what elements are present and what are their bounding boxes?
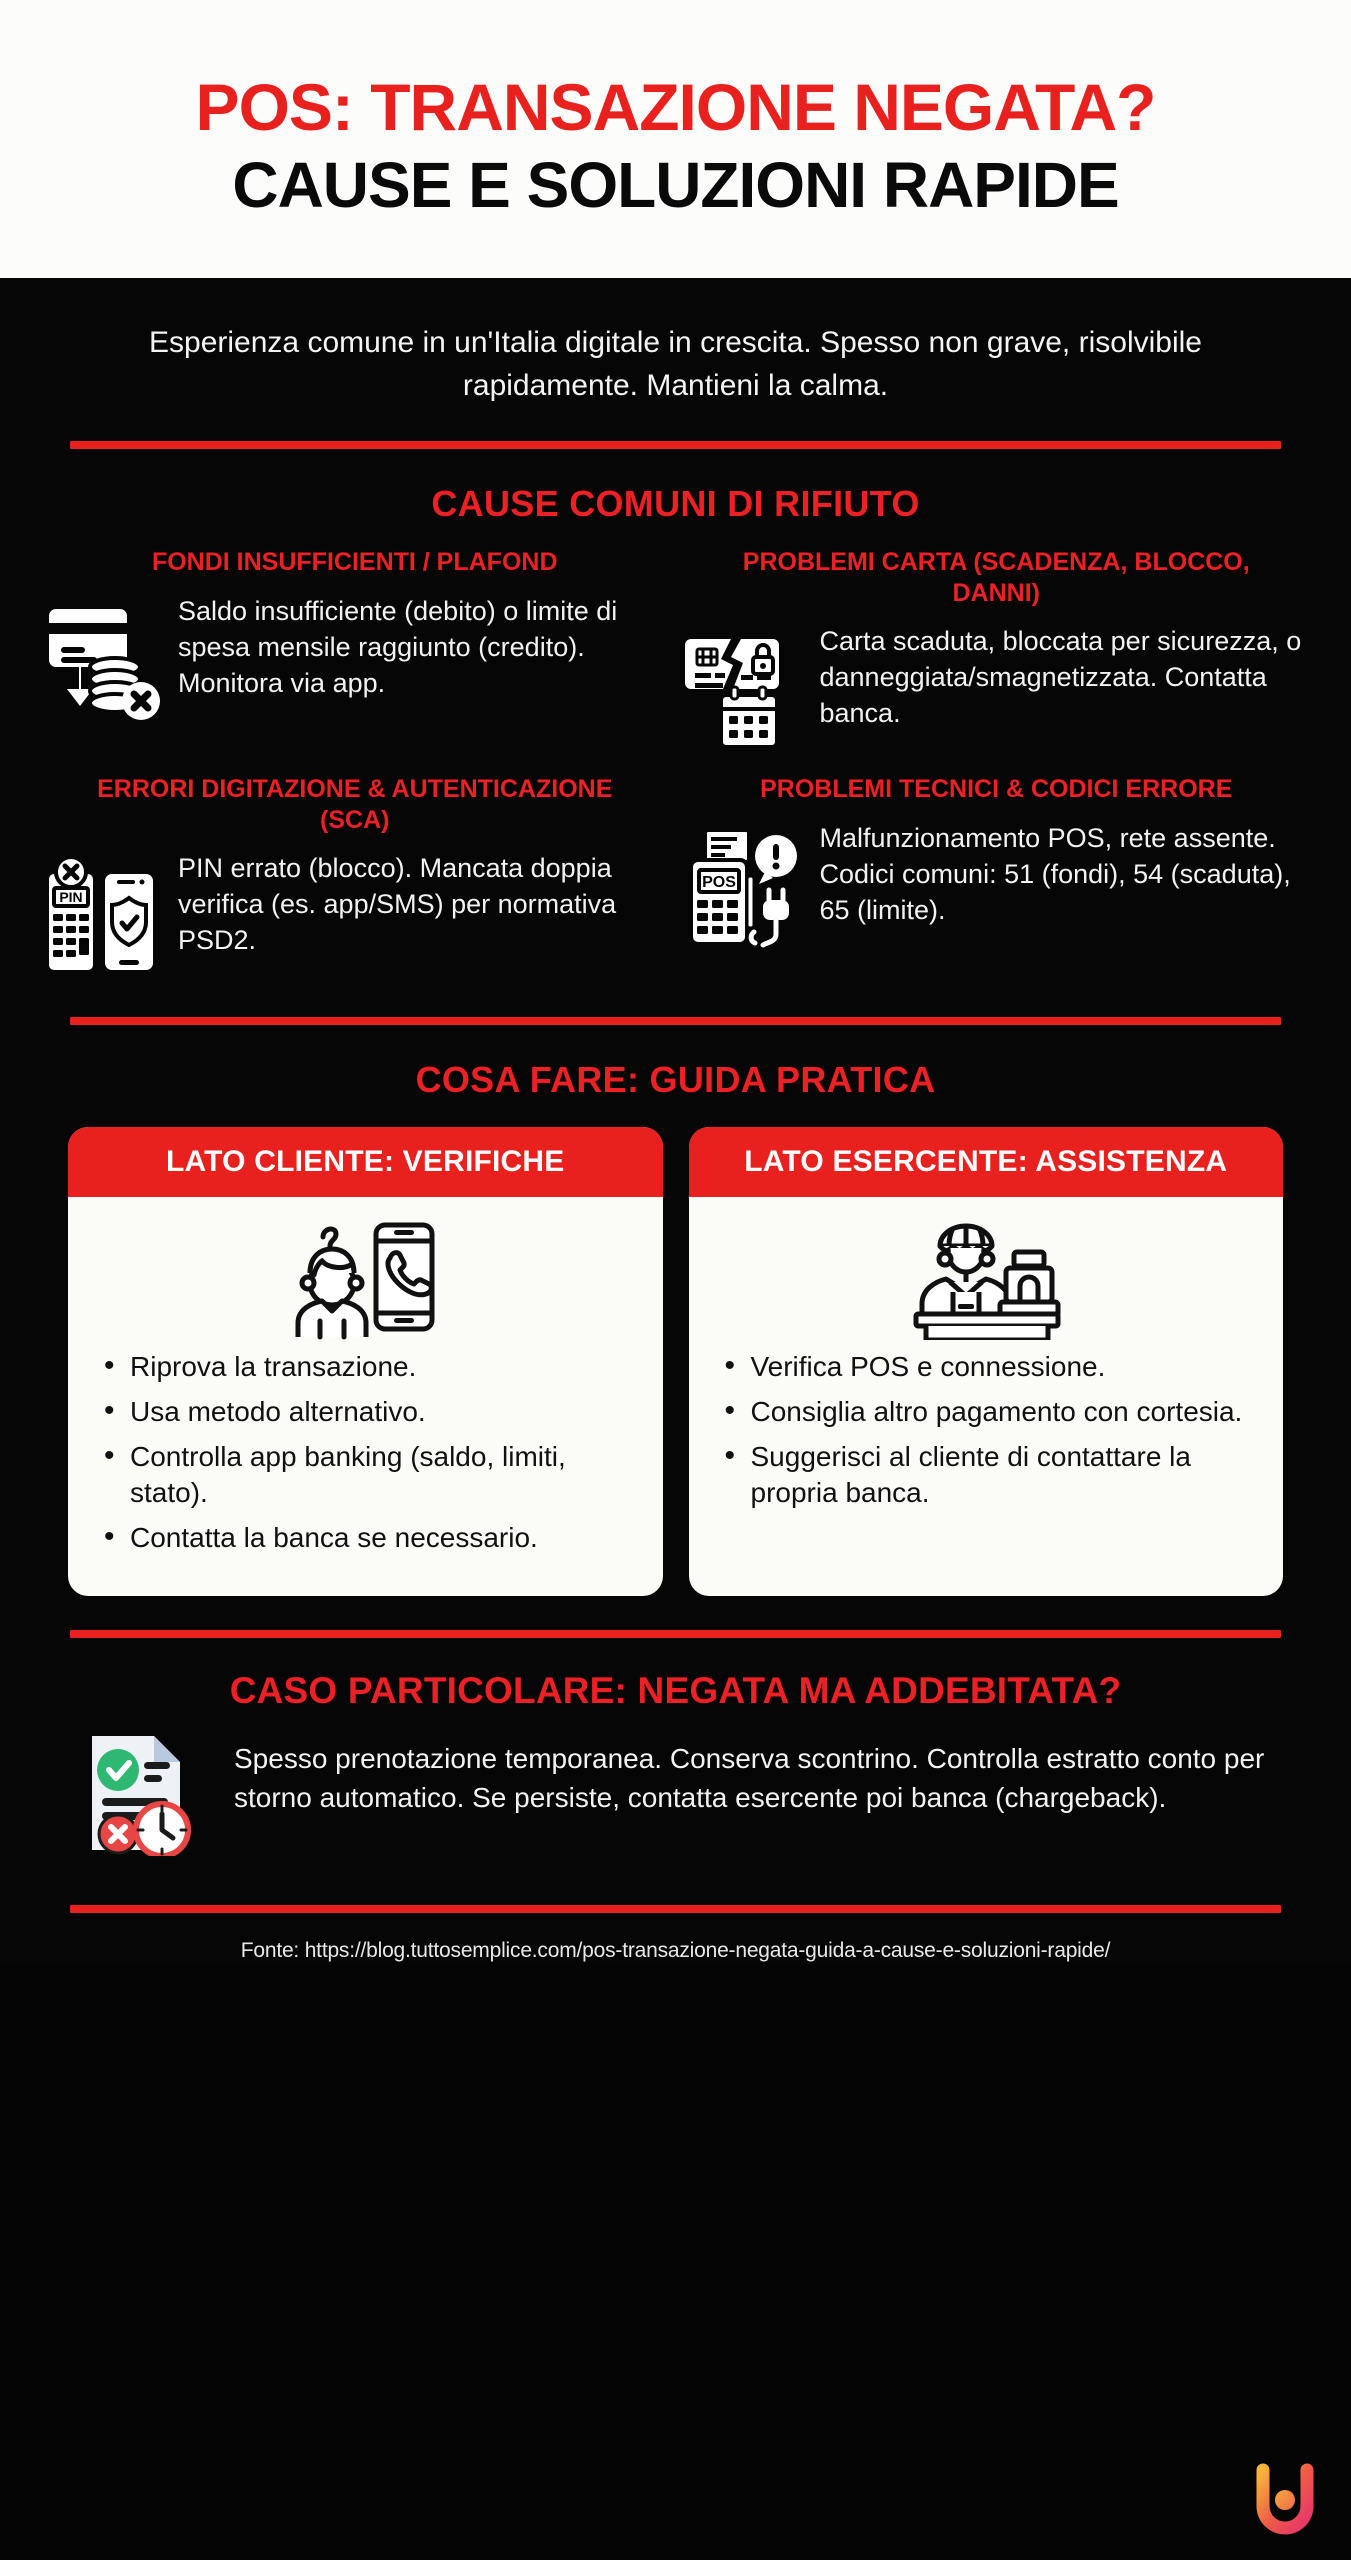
cause-item-carta — [676, 547, 1318, 756]
special-case-body — [0, 1712, 1351, 1861]
causes-grid — [0, 547, 1351, 983]
cause-description: PIN errato (blocco). Mancata doppia verifica (es. app/SMS) per normativa PSD2. — [178, 853, 617, 955]
merchant-cashier-register-icon — [689, 1197, 1284, 1345]
list-item: • Consiglia altro pagamento con cortesia. — [723, 1394, 1258, 1430]
list-item: • Controlla app banking (saldo, limiti, stato). — [102, 1439, 637, 1511]
u-mark-logo — [1253, 2462, 1317, 2536]
cause-heading: PROBLEMI CARTA (SCADENZA, BLOCCO, DANNI) — [742, 548, 1250, 607]
cause-item-fondi — [34, 547, 676, 756]
cause-item-tecnici — [676, 774, 1318, 983]
cause-heading: ERRORI DIGITAZIONE & AUTENTICAZIONE (SCA) — [97, 775, 613, 834]
pin-pad-phone-shield-icon — [40, 847, 164, 983]
cause-description: Malfunzionamento POS, rete assente. Codici comuni: 51 (fondi), 54 (scaduta), 65 (limite). — [819, 822, 1291, 925]
svg-text:PIN: PIN — [59, 889, 83, 906]
list-item: • Suggerisci al cliente di contattare la propria banca. — [723, 1439, 1258, 1511]
broken-card-lock-calendar-icon — [682, 620, 806, 756]
list-item: • Contatta la banca se necessario. — [102, 1520, 637, 1556]
special-case-title: CASO PARTICOLARE: NEGATA MA ADDEBITATA? — [229, 1670, 1122, 1712]
cause-description: Carta scaduta, bloccata per sicurezza, o danneggiata/smagnetizzata. Contatta banca. — [819, 626, 1302, 728]
cause-heading: PROBLEMI TECNICI & CODICI ERRORE — [760, 775, 1233, 804]
guide-cards — [0, 1127, 1351, 1596]
card-coins-down-error-icon — [40, 590, 164, 726]
page-title-line1: POS: TRANSAZIONE NEGATA? — [195, 69, 1156, 144]
guide-card-cliente — [68, 1127, 663, 1596]
guide-card-esercente — [689, 1127, 1284, 1596]
divider-special — [70, 1630, 1281, 1638]
pos-terminal-alert-plug-icon — [682, 817, 806, 953]
guide-section-title: COSA FARE: GUIDA PRATICA — [415, 1059, 936, 1101]
cause-description: Saldo insufficiente (debito) o limite di spesa mensile raggiunto (credito). Monitora via app. — [178, 595, 618, 698]
document-check-error-clock-icon — [78, 1730, 210, 1861]
page-title-line2: CAUSE E SOLUZIONI RAPIDE — [232, 149, 1119, 222]
person-question-phone-call-icon — [68, 1197, 663, 1345]
infographic-body — [0, 278, 1351, 1963]
svg-text:POS: POS — [701, 873, 736, 891]
guide-card-bullets — [689, 1345, 1284, 1551]
divider-top — [70, 441, 1281, 449]
cause-item-sca — [34, 774, 676, 983]
intro-text: Esperienza comune in un'Italia digitale in crescita. Spesso non grave, risolvibile rapidamente. Mantieni la calma. — [149, 326, 1202, 402]
guide-card-header: LATO CLIENTE: VERIFICHE — [68, 1127, 663, 1197]
list-item: • Usa metodo alternativo. — [102, 1394, 637, 1430]
causes-section-title: CAUSE COMUNI DI RIFIUTO — [431, 483, 920, 525]
cause-heading: FONDI INSUFFICIENTI / PLAFOND — [151, 548, 558, 577]
list-item: • Verifica POS e connessione. — [723, 1349, 1258, 1385]
list-item: • Riprova la transazione. — [102, 1349, 637, 1385]
guide-card-header: LATO ESERCENTE: ASSISTENZA — [689, 1127, 1284, 1197]
guide-card-bullets — [68, 1345, 663, 1596]
special-case-description: Spesso prenotazione temporanea. Conserva scontrino. Controlla estratto conto per storno automatico. Se persiste, contatta esercente poi banca (chargeback). — [234, 1743, 1265, 1813]
divider-footer — [70, 1905, 1281, 1913]
divider-middle — [70, 1017, 1281, 1025]
header-banner — [0, 0, 1351, 278]
source-link[interactable]: Fonte: https://blog.tuttosemplice.com/pos-transazione-negata-guida-a-cause-e-soluzioni-rapide/ — [240, 1939, 1111, 1963]
